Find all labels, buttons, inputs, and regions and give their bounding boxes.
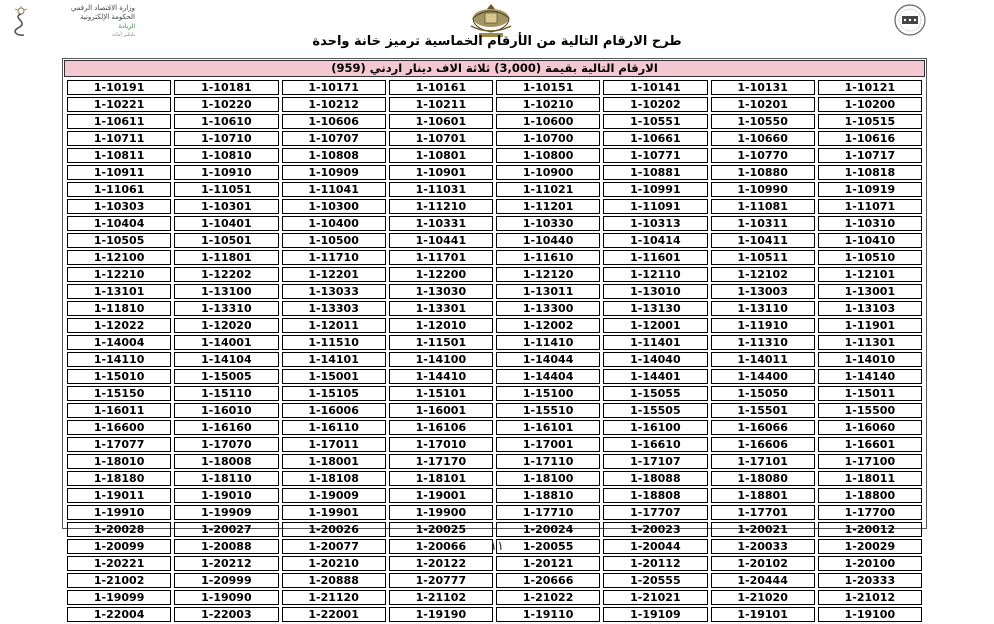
- number-cell: 1-13030: [389, 284, 493, 299]
- number-cell: 1-10310: [818, 216, 922, 231]
- number-cell: 1-19110: [496, 607, 600, 622]
- number-cell: 1-12200: [389, 267, 493, 282]
- number-cell: 1-16610: [603, 437, 707, 452]
- table-row: [67, 114, 922, 129]
- number-cell: 1-10991: [603, 182, 707, 197]
- number-cell: 1-13010: [603, 284, 707, 299]
- table-row: [67, 369, 922, 384]
- number-cell: 1-11021: [496, 182, 600, 197]
- number-cell: 1-11031: [389, 182, 493, 197]
- number-cell: 1-11510: [282, 335, 386, 350]
- number-cell: 1-13011: [496, 284, 600, 299]
- number-cell: 1-11901: [818, 318, 922, 333]
- number-cell: 1-15011: [818, 386, 922, 401]
- number-cell: 1-19190: [389, 607, 493, 622]
- number-cell: 1-10401: [174, 216, 278, 231]
- number-cell: 1-20027: [174, 522, 278, 537]
- number-cell: 1-10151: [496, 80, 600, 95]
- number-cell: 1-10919: [818, 182, 922, 197]
- number-cell: 1-11401: [603, 335, 707, 350]
- number-cell: 1-10600: [496, 114, 600, 129]
- number-cell: 1-22003: [174, 607, 278, 622]
- table-row: [67, 165, 922, 180]
- number-cell: 1-20066: [389, 539, 493, 554]
- number-cell: 1-13003: [711, 284, 815, 299]
- number-cell: 1-10141: [603, 80, 707, 95]
- table-row: [67, 437, 922, 452]
- table-row: [67, 556, 922, 571]
- number-cell: 1-10808: [282, 148, 386, 163]
- number-cell: 1-11610: [496, 250, 600, 265]
- number-cell: 1-16110: [282, 420, 386, 435]
- number-cell: 1-10515: [818, 114, 922, 129]
- number-cell: 1-12101: [818, 267, 922, 282]
- number-cell: 1-10331: [389, 216, 493, 231]
- number-cell: 1-19010: [174, 488, 278, 503]
- number-cell: 1-16106: [389, 420, 493, 435]
- number-cell: 1-14011: [711, 352, 815, 367]
- number-cell: 1-10611: [67, 114, 171, 129]
- number-cell: 1-10210: [496, 97, 600, 112]
- number-cell: 1-19901: [282, 505, 386, 520]
- number-cell: 1-10414: [603, 233, 707, 248]
- number-cell: 1-20444: [711, 573, 815, 588]
- number-cell: 1-11701: [389, 250, 493, 265]
- table-row: [67, 505, 922, 520]
- number-cell: 1-10818: [818, 165, 922, 180]
- number-cell: 1-14110: [67, 352, 171, 367]
- number-cell: 1-17011: [282, 437, 386, 452]
- number-cell: 1-15101: [389, 386, 493, 401]
- number-cell: 1-14001: [174, 335, 278, 350]
- number-cell: 1-10212: [282, 97, 386, 112]
- number-cell: 1-20028: [67, 522, 171, 537]
- number-cell: 1-19909: [174, 505, 278, 520]
- round-seal-icon: [888, 3, 932, 37]
- number-cell: 1-18108: [282, 471, 386, 486]
- number-cell: 1-10181: [174, 80, 278, 95]
- number-cell: 1-13300: [496, 301, 600, 316]
- number-cell: 1-15050: [711, 386, 815, 401]
- number-cell: 1-21002: [67, 573, 171, 588]
- number-cell: 1-18008: [174, 454, 278, 469]
- number-cell: 1-18088: [603, 471, 707, 486]
- number-cell: 1-21022: [496, 590, 600, 605]
- number-cell: 1-16066: [711, 420, 815, 435]
- number-cell: 1-18810: [496, 488, 600, 503]
- number-cell: 1-11210: [389, 199, 493, 214]
- number-cell: 1-17707: [603, 505, 707, 520]
- number-cell: 1-20100: [818, 556, 922, 571]
- number-cell: 1-10771: [603, 148, 707, 163]
- number-cell: 1-10770: [711, 148, 815, 163]
- number-cell: 1-10800: [496, 148, 600, 163]
- number-cell: 1-10701: [389, 131, 493, 146]
- number-cell: 1-14400: [711, 369, 815, 384]
- number-cell: 1-10900: [496, 165, 600, 180]
- number-cell: 1-12022: [67, 318, 171, 333]
- number-cell: 1-15500: [818, 403, 922, 418]
- number-cell: 1-17110: [496, 454, 600, 469]
- number-cell: 1-18080: [711, 471, 815, 486]
- number-cell: 1-17701: [711, 505, 815, 520]
- number-cell: 1-10131: [711, 80, 815, 95]
- number-cell: 1-10801: [389, 148, 493, 163]
- number-cell: 1-14010: [818, 352, 922, 367]
- number-cell: 1-19099: [67, 590, 171, 605]
- table-row: [67, 590, 922, 605]
- number-cell: 1-19009: [282, 488, 386, 503]
- number-cell: 1-11810: [67, 301, 171, 316]
- number-cell: 1-21120: [282, 590, 386, 605]
- number-cell: 1-10501: [174, 233, 278, 248]
- number-cell: 1-14404: [496, 369, 600, 384]
- number-cell: 1-11201: [496, 199, 600, 214]
- number-cell: 1-19011: [67, 488, 171, 503]
- number-cell: 1-20023: [603, 522, 707, 537]
- number-cell: 1-17107: [603, 454, 707, 469]
- number-cell: 1-15150: [67, 386, 171, 401]
- number-cell: 1-10610: [174, 114, 278, 129]
- number-cell: 1-10510: [818, 250, 922, 265]
- number-cell: 1-10404: [67, 216, 171, 231]
- number-cell: 1-11091: [603, 199, 707, 214]
- number-cell: 1-15510: [496, 403, 600, 418]
- table-row: [67, 131, 922, 146]
- number-cell: 1-10880: [711, 165, 815, 180]
- number-cell: 1-11601: [603, 250, 707, 265]
- number-cell: 1-10551: [603, 114, 707, 129]
- number-cell: 1-11041: [282, 182, 386, 197]
- number-cell: 1-10311: [711, 216, 815, 231]
- number-cell: 1-10550: [711, 114, 815, 129]
- logo-line-4: بلتكير أمانة: [112, 32, 135, 38]
- table-row: [67, 250, 922, 265]
- number-cell: 1-12001: [603, 318, 707, 333]
- number-cell: 1-10911: [67, 165, 171, 180]
- number-cell: 1-10910: [174, 165, 278, 180]
- number-cell: 1-20121: [496, 556, 600, 571]
- table-row: [67, 148, 922, 163]
- table-row: [67, 403, 922, 418]
- number-cell: 1-12010: [389, 318, 493, 333]
- number-cell: 1-21102: [389, 590, 493, 605]
- number-cell: 1-20777: [389, 573, 493, 588]
- ministry-digital-economy-logo: [6, 4, 36, 38]
- number-cell: 1-13101: [67, 284, 171, 299]
- number-cell: 1-14040: [603, 352, 707, 367]
- number-cell: 1-14104: [174, 352, 278, 367]
- number-cell: 1-15100: [496, 386, 600, 401]
- number-cell: 1-20025: [389, 522, 493, 537]
- number-cell: 1-21021: [603, 590, 707, 605]
- number-cell: 1-20212: [174, 556, 278, 571]
- number-cell: 1-10601: [389, 114, 493, 129]
- number-cell: 1-19109: [603, 607, 707, 622]
- number-cell: 1-12120: [496, 267, 600, 282]
- number-cell: 1-20055: [496, 539, 600, 554]
- number-cell: 1-16600: [67, 420, 171, 435]
- number-cell: 1-15501: [711, 403, 815, 418]
- number-cell: 1-15001: [282, 369, 386, 384]
- logo-line-3: الريادة: [118, 23, 135, 30]
- number-cell: 1-13130: [603, 301, 707, 316]
- page-number: ١١: [490, 539, 504, 554]
- number-cell: 1-10990: [711, 182, 815, 197]
- number-cell: 1-10201: [711, 97, 815, 112]
- number-cell: 1-20112: [603, 556, 707, 571]
- number-cell: 1-20026: [282, 522, 386, 537]
- number-cell: 1-12102: [711, 267, 815, 282]
- number-cell: 1-12202: [174, 267, 278, 282]
- number-cell: 1-20044: [603, 539, 707, 554]
- number-cell: 1-20666: [496, 573, 600, 588]
- number-cell: 1-11310: [711, 335, 815, 350]
- number-cell: 1-19910: [67, 505, 171, 520]
- number-cell: 1-10440: [496, 233, 600, 248]
- number-cell: 1-10616: [818, 131, 922, 146]
- number-cell: 1-13001: [818, 284, 922, 299]
- number-cell: 1-10661: [603, 131, 707, 146]
- number-cell: 1-17070: [174, 437, 278, 452]
- number-cell: 1-16006: [282, 403, 386, 418]
- table-row: [67, 386, 922, 401]
- number-cell: 1-10710: [174, 131, 278, 146]
- number-cell: 1-20333: [818, 573, 922, 588]
- number-cell: 1-14401: [603, 369, 707, 384]
- number-cell: 1-10711: [67, 131, 171, 146]
- number-cell: 1-17700: [818, 505, 922, 520]
- table-row: [67, 352, 922, 367]
- number-cell: 1-10505: [67, 233, 171, 248]
- number-cell: 1-10717: [818, 148, 922, 163]
- number-cell: 1-12020: [174, 318, 278, 333]
- number-cell: 1-18001: [282, 454, 386, 469]
- number-cell: 1-14044: [496, 352, 600, 367]
- number-cell: 1-10301: [174, 199, 278, 214]
- number-cell: 1-12110: [603, 267, 707, 282]
- number-cell: 1-10410: [818, 233, 922, 248]
- number-cell: 1-17010: [389, 437, 493, 452]
- number-cell: 1-21020: [711, 590, 815, 605]
- number-cell: 1-22004: [67, 607, 171, 622]
- number-cell: 1-10707: [282, 131, 386, 146]
- number-cell: 1-19100: [818, 607, 922, 622]
- number-cell: 1-22001: [282, 607, 386, 622]
- number-cell: 1-16011: [67, 403, 171, 418]
- number-cell: 1-11910: [711, 318, 815, 333]
- number-cell: 1-13110: [711, 301, 815, 316]
- number-cell: 1-18110: [174, 471, 278, 486]
- number-cell: 1-11410: [496, 335, 600, 350]
- number-cell: 1-12210: [67, 267, 171, 282]
- number-cell: 1-19090: [174, 590, 278, 605]
- number-cell: 1-20088: [174, 539, 278, 554]
- number-cell: 1-17100: [818, 454, 922, 469]
- number-cell: 1-14004: [67, 335, 171, 350]
- number-cell: 1-12100: [67, 250, 171, 265]
- number-cell: 1-18010: [67, 454, 171, 469]
- table-row: [67, 471, 922, 486]
- number-cell: 1-18011: [818, 471, 922, 486]
- number-cell: 1-16606: [711, 437, 815, 452]
- number-cell: 1-16010: [174, 403, 278, 418]
- table-row: [67, 284, 922, 299]
- number-cell: 1-10511: [711, 250, 815, 265]
- table-row: [67, 267, 922, 282]
- number-cell: 1-14100: [389, 352, 493, 367]
- number-cell: 1-20210: [282, 556, 386, 571]
- number-cell: 1-14101: [282, 352, 386, 367]
- number-cell: 1-13303: [282, 301, 386, 316]
- number-cell: 1-20122: [389, 556, 493, 571]
- number-cell: 1-20077: [282, 539, 386, 554]
- table-row: [67, 233, 922, 248]
- number-cell: 1-10660: [711, 131, 815, 146]
- number-cell: 1-14410: [389, 369, 493, 384]
- number-cell: 1-10881: [603, 165, 707, 180]
- number-cell: 1-11301: [818, 335, 922, 350]
- number-cell: 1-10303: [67, 199, 171, 214]
- number-cell: 1-16101: [496, 420, 600, 435]
- number-cell: 1-10411: [711, 233, 815, 248]
- number-cell: 1-20024: [496, 522, 600, 537]
- number-cell: 1-10441: [389, 233, 493, 248]
- table-row: [67, 318, 922, 333]
- number-cell: 1-20029: [818, 539, 922, 554]
- table-row: [67, 335, 922, 350]
- number-cell: 1-13033: [282, 284, 386, 299]
- number-cell: 1-17170: [389, 454, 493, 469]
- logo-line-2: الحكومة الإلكترونية: [80, 13, 135, 21]
- number-cell: 1-11501: [389, 335, 493, 350]
- number-cell: 1-15105: [282, 386, 386, 401]
- number-cell: 1-18180: [67, 471, 171, 486]
- number-cell: 1-15005: [174, 369, 278, 384]
- number-cell: 1-21012: [818, 590, 922, 605]
- number-cell: 1-10330: [496, 216, 600, 231]
- number-cell: 1-20012: [818, 522, 922, 537]
- number-cell: 1-15505: [603, 403, 707, 418]
- number-cell: 1-10811: [67, 148, 171, 163]
- number-cell: 1-10901: [389, 165, 493, 180]
- number-cell: 1-18100: [496, 471, 600, 486]
- table-row: [67, 199, 922, 214]
- number-cell: 1-10909: [282, 165, 386, 180]
- logo-line-1: وزارة الاقتصاد الرقمي: [70, 4, 135, 12]
- number-cell: 1-11071: [818, 199, 922, 214]
- number-cell: 1-12002: [496, 318, 600, 333]
- number-cell: 1-20021: [711, 522, 815, 537]
- number-cell: 1-16160: [174, 420, 278, 435]
- number-cell: 1-10300: [282, 199, 386, 214]
- number-cell: 1-17001: [496, 437, 600, 452]
- number-cell: 1-20221: [67, 556, 171, 571]
- number-cell: 1-15010: [67, 369, 171, 384]
- table-row: [67, 488, 922, 503]
- table-row: [67, 80, 922, 95]
- number-cell: 1-16060: [818, 420, 922, 435]
- number-cell: 1-20999: [174, 573, 278, 588]
- number-cell: 1-13301: [389, 301, 493, 316]
- table-row: [67, 454, 922, 469]
- number-cell: 1-16100: [603, 420, 707, 435]
- number-cell: 1-12201: [282, 267, 386, 282]
- number-cell: 1-14140: [818, 369, 922, 384]
- table-row: [67, 182, 922, 197]
- number-cell: 1-10500: [282, 233, 386, 248]
- table-row: [67, 522, 922, 537]
- number-cell: 1-10211: [389, 97, 493, 112]
- number-cell: 1-10221: [67, 97, 171, 112]
- number-cell: 1-19001: [389, 488, 493, 503]
- number-cell: 1-18101: [389, 471, 493, 486]
- number-cell: 1-16601: [818, 437, 922, 452]
- number-cell: 1-20102: [711, 556, 815, 571]
- number-cell: 1-20555: [603, 573, 707, 588]
- table-row: [67, 420, 922, 435]
- number-cell: 1-16001: [389, 403, 493, 418]
- number-cell: 1-11051: [174, 182, 278, 197]
- price-banner: الارقام التالية بقيمة (3,000) ثلاثة الاف دينار اردني (959): [64, 60, 925, 77]
- number-cell: 1-18801: [711, 488, 815, 503]
- table-row: [67, 97, 922, 112]
- number-cell: 1-10171: [282, 80, 386, 95]
- number-cell: 1-15055: [603, 386, 707, 401]
- number-cell: 1-10202: [603, 97, 707, 112]
- table-row: [67, 573, 922, 588]
- number-cell: 1-10313: [603, 216, 707, 231]
- number-cell: 1-17101: [711, 454, 815, 469]
- number-cell: 1-10161: [389, 80, 493, 95]
- number-cell: 1-18808: [603, 488, 707, 503]
- number-cell: 1-10700: [496, 131, 600, 146]
- number-cell: 1-10220: [174, 97, 278, 112]
- number-cell: 1-10200: [818, 97, 922, 112]
- number-cell: 1-10121: [818, 80, 922, 95]
- number-cell: 1-15110: [174, 386, 278, 401]
- number-cell: 1-20033: [711, 539, 815, 554]
- number-cell: 1-18800: [818, 488, 922, 503]
- number-cell: 1-10191: [67, 80, 171, 95]
- number-cell: 1-13103: [818, 301, 922, 316]
- table-row: [67, 216, 922, 231]
- table-row: [67, 301, 922, 316]
- number-cell: 1-20888: [282, 573, 386, 588]
- number-cell: 1-12011: [282, 318, 386, 333]
- number-cell: 1-19900: [389, 505, 493, 520]
- number-cell: 1-17077: [67, 437, 171, 452]
- number-cell: 1-13100: [174, 284, 278, 299]
- number-cell: 1-10810: [174, 148, 278, 163]
- number-cell: 1-19101: [711, 607, 815, 622]
- number-cell: 1-11081: [711, 199, 815, 214]
- number-cell: 1-13310: [174, 301, 278, 316]
- number-cell: 1-20099: [67, 539, 171, 554]
- number-cell: 1-11710: [282, 250, 386, 265]
- number-cell: 1-17710: [496, 505, 600, 520]
- number-cell: 1-11801: [174, 250, 278, 265]
- number-cell: 1-11061: [67, 182, 171, 197]
- number-cell: 1-10400: [282, 216, 386, 231]
- number-cell: 1-10606: [282, 114, 386, 129]
- document-title: طرح الارقام التالية من الأرقام الخماسية ترميز خانة واحدة: [312, 34, 682, 49]
- table-row: [67, 607, 922, 622]
